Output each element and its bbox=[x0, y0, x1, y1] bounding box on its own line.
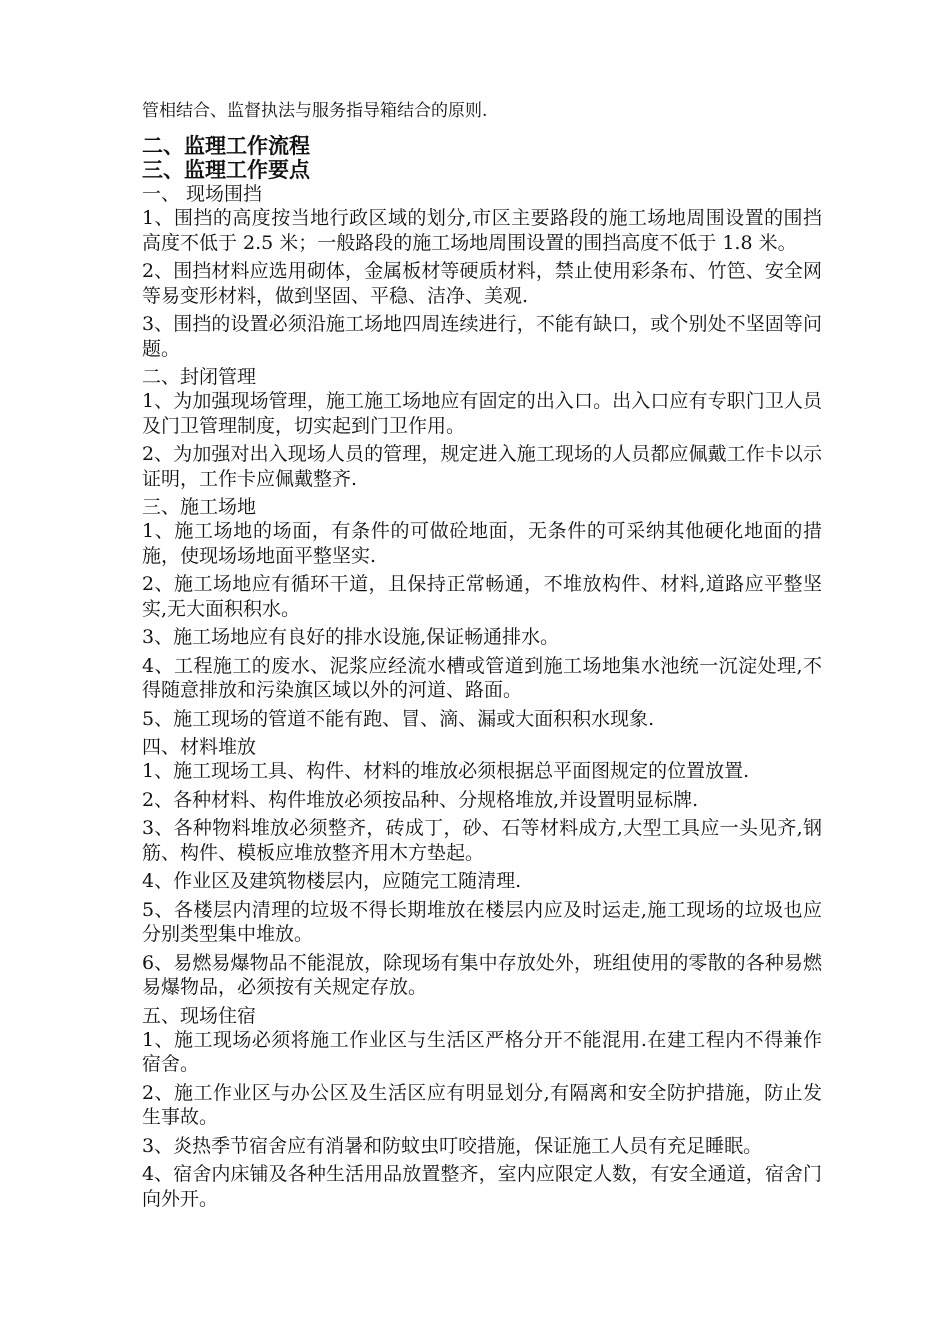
paragraph: 3、炎热季节宿舍应有消暑和防蚊虫叮咬措施，保证施工人员有充足睡眠。 bbox=[142, 1134, 763, 1157]
paragraph: 5、各楼层内清理的垃圾不得长期堆放在楼层内应及时运走,施工现场的垃圾也应分别类型集中堆放。 bbox=[142, 898, 822, 945]
paragraph: 3、各种物料堆放必须整齐，砖成丁，砂、石等材料成方,大型工具应一头见齐,钢筋、构件、模板应堆放整齐用木方垫起。 bbox=[142, 817, 822, 864]
section-closed-management bbox=[142, 365, 822, 491]
paragraph: 6、易燃易爆物品不能混放，除现场有集中存放处外，班组使用的零散的各种易燃易爆物品，必须按有关规定存放。 bbox=[142, 951, 822, 998]
paragraph: 3、施工场地应有良好的排水设施,保证畅通排水。 bbox=[142, 626, 560, 648]
section-heading: 三、施工场地 bbox=[142, 496, 257, 518]
heading-workflow: 二、监理工作流程 bbox=[142, 133, 310, 158]
section-heading: 四、材料堆放 bbox=[142, 736, 257, 758]
paragraph: 2、围挡材料应选用砌体，金属板材等硬质材料，禁止使用彩条布、竹笆、安全网等易变形材料，做到坚固、平稳、洁净、美观. bbox=[142, 260, 822, 307]
paragraph: 2、各种材料、构件堆放必须按品种、分规格堆放,并设置明显标牌. bbox=[142, 788, 699, 811]
paragraph: 4、作业区及建筑物楼层内，应随完工随清理. bbox=[142, 870, 522, 892]
document-page bbox=[142, 98, 822, 1215]
paragraph: 1、施工场地的场面，有条件的可做砼地面，无条件的可采纳其他硬化地面的措施，使现场场地面平整坚实. bbox=[142, 520, 822, 567]
section-site-enclosure bbox=[142, 182, 822, 361]
paragraph: 2、施工作业区与办公区及生活区应有明显划分,有隔离和安全防护措施，防止发生事故。 bbox=[142, 1081, 822, 1128]
section-heading: 二、封闭管理 bbox=[142, 366, 257, 388]
paragraph: 3、围挡的设置必须沿施工场地四周连续进行，不能有缺口，或个别处不坚固等问题。 bbox=[142, 313, 822, 360]
section-construction-site bbox=[142, 495, 822, 731]
paragraph: 2、为加强对出入现场人员的管理，规定进入施工现场的人员都应佩戴工作卡以示证明，工作卡应佩戴整齐. bbox=[142, 443, 822, 490]
paragraph: 1、施工现场工具、构件、材料的堆放必须根据总平面图规定的位置放置. bbox=[142, 760, 750, 782]
section-site-accommodation bbox=[142, 1004, 822, 1212]
paragraph: 4、宿舍内床铺及各种生活用品放置整齐，室内应限定人数，有安全通道，宿舍门向外开。 bbox=[142, 1163, 822, 1210]
paragraph: 4、工程施工的废水、泥浆应经流水槽或管道到施工场地集水池统一沉淀处理,不得随意排放和污染旗区域以外的河道、路面。 bbox=[142, 654, 822, 701]
section-material-storage bbox=[142, 735, 822, 1000]
heading-key-points: 三、监理工作要点 bbox=[142, 157, 310, 182]
paragraph: 5、施工现场的管道不能有跑、冒、滴、漏或大面积积水现象. bbox=[142, 707, 655, 730]
intro-text: 管相结合、监督执法与服务指导箱结合的原则. bbox=[142, 101, 488, 121]
section-heading: 五、现场住宿 bbox=[142, 1004, 257, 1027]
paragraph: 1、围挡的高度按当地行政区域的划分,市区主要路段的施工场地周围设置的围挡高度不低于 2.5 米；一般路段的施工场地周围设置的围挡高度不低于 1.8 米。 bbox=[142, 207, 822, 254]
paragraph: 2、施工场地应有循环干道，且保持正常畅通，不堆放构件、材料,道路应平整坚实,无大面积积水。 bbox=[142, 573, 822, 620]
paragraph: 1、施工现场必须将施工作业区与生活区严格分开不能混用.在建工程内不得兼作宿舍。 bbox=[142, 1028, 822, 1075]
section-heading: 一、 现场围挡 bbox=[142, 183, 263, 205]
paragraph: 1、为加强现场管理，施工施工场地应有固定的出入口。出入口应有专职门卫人员及门卫管理制度，切实起到门卫作用。 bbox=[142, 390, 822, 437]
